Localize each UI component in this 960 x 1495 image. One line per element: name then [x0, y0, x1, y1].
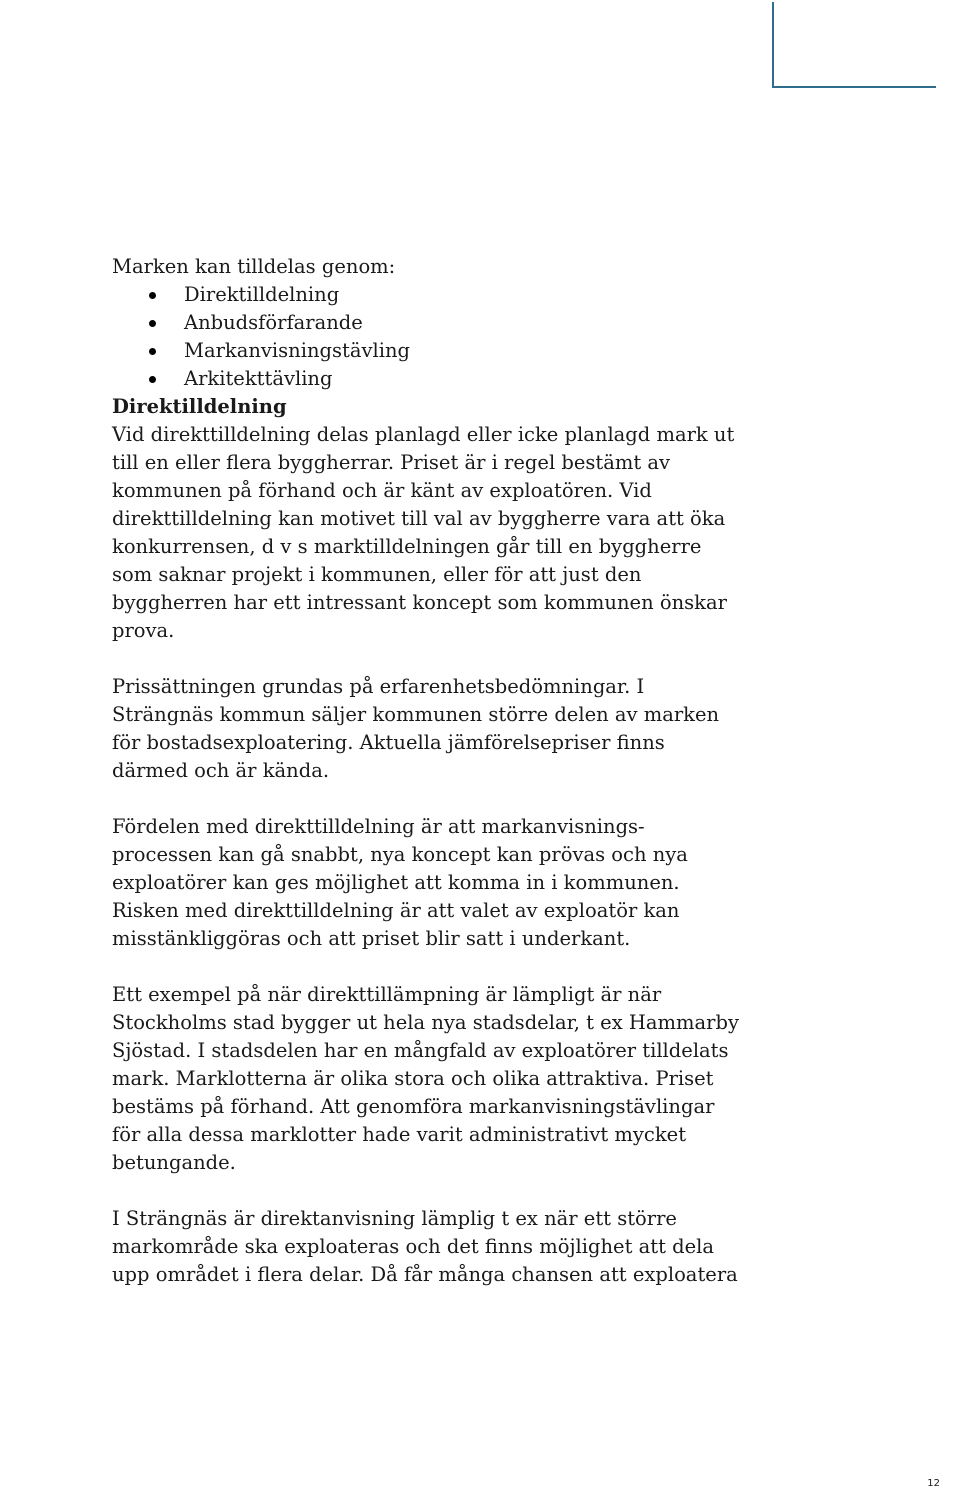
paragraph: Fördelen med direkttilldelning är att markanvisnings-processen kan gå snabbt, nya koncept kan prövas och nya exploatörer kan ges möjlighet att komma in i kommunen. Risken med direkttilldelning är att valet av exploatör kan misstänkliggöras och att priset blir satt i underkant. [112, 815, 688, 950]
paragraph: Prissättningen grundas på erfarenhetsbedömningar. I Strängnäs kommun säljer kommunen större delen av marken för bostadsexploatering. Aktuella jämförelsepriser finns därmed och är kända. [112, 675, 720, 782]
paragraph: I Strängnäs är direktanvisning lämplig t ex när ett större markområde ska exploateras och det finns möjlighet att dela upp området i flera delar. Då får många chansen att exploatera [112, 1207, 738, 1286]
list-item: Arkitekttävling [112, 365, 742, 393]
bullet-icon [149, 320, 156, 327]
section-heading: Direktilldelning [112, 395, 287, 418]
list-item: Markanvisningstävling [112, 337, 742, 365]
page-number: 12 [927, 1478, 940, 1489]
allocation-methods-list [112, 281, 742, 393]
corner-decoration [772, 2, 936, 88]
list-item: Anbudsförfarande [112, 309, 742, 337]
bullet-icon [149, 376, 156, 383]
page-content [112, 253, 742, 1289]
paragraph: Ett exempel på när direkttillämpning är lämpligt är när Stockholms stad bygger ut hela nya stadsdelar, t ex Hammarby Sjöstad. I stadsdelen har en mångfald av exploatörer tilldelats mark. Marklotterna är olika stora och olika attraktiva. Priset bestäms på förhand. Att genomföra markanvisningstävlingar för alla dessa marklotter hade varit administrativt mycket betungande. [112, 983, 739, 1174]
intro-text: Marken kan tilldelas genom: [112, 255, 396, 278]
bullet-icon [149, 292, 156, 299]
bullet-icon [149, 348, 156, 355]
list-item: Direktilldelning [112, 281, 742, 309]
paragraph: Vid direkttilldelning delas planlagd eller icke planlagd mark ut till en eller flera byggherrar. Priset är i regel bestämt av kommunen på förhand och är känt av exploatören. Vid direkttilldelning kan motivet till val av byggherre vara att öka konkurrensen, d v s marktilldelningen går till en byggherre som saknar projekt i kommunen, eller för att just den byggherren har ett intressant koncept som kommunen önskar prova. [112, 423, 735, 642]
